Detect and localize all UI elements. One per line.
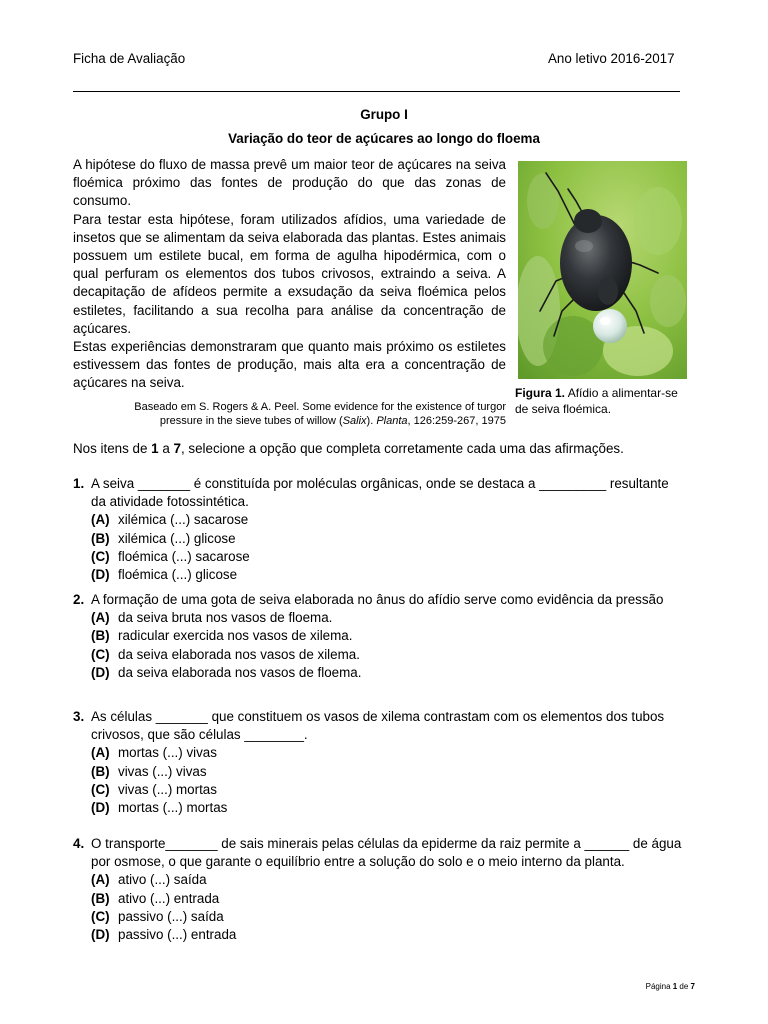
aphid-photo xyxy=(518,161,687,379)
citation-journal: Planta xyxy=(376,415,408,427)
instruction-text: a xyxy=(158,441,174,456)
footer-text: de xyxy=(677,982,691,991)
option-letter: (B) xyxy=(91,890,110,906)
question-number: 2. xyxy=(73,592,85,607)
option-letter: (A) xyxy=(91,872,110,888)
question-stem: A seiva _______ é constituída por moléculas orgânicas, onde se destaca a _________ resultante da atividade fotossintética. xyxy=(91,476,669,510)
question-stem: As células _______ que constituem os vasos de xilema contrastam com os elementos dos tubos crivosos, que são células ________. xyxy=(91,709,665,743)
option-d xyxy=(91,664,683,682)
intro-paragraph-3: Estas experiências demonstraram que quanto mais próximo os estiletes estivessem das fontes de produção, mais alta era a concentração de açúcares na seiva. xyxy=(73,339,506,391)
intro-paragraph-2: Para testar esta hipótese, foram utilizados afídios, uma variedade de insetos que se alimentam da seiva elaborada das plantas. Estes animais possuem um estilete bucal, em forma de agulha hipodérmica, com o qual perfuram os elementos dos tubos crivosos, extraindo a seiva. A decapitação de afídeos permite a exsudação da seiva floémica pelos estiletes, facilitando a sua recolha para análise da concentração de açúcares. xyxy=(73,211,506,336)
option-d xyxy=(91,566,683,584)
figure-label: Figura 1. xyxy=(515,386,566,400)
question-2 xyxy=(73,591,683,682)
citation-line-1: Baseado em S. Rogers & A. Peel. Some evidence for the existence of turgor xyxy=(134,401,506,413)
option-letter: (A) xyxy=(91,745,110,761)
intro-text xyxy=(73,156,506,393)
header-left: Ficha de Avaliação xyxy=(73,51,186,66)
option-letter: (D) xyxy=(91,664,110,680)
option-text: mortas (...) mortas xyxy=(118,800,228,816)
option-d xyxy=(91,926,683,944)
instruction-text: , selecione a opção que completa corretamente cada uma das afirmações. xyxy=(180,441,624,456)
question-number: 1. xyxy=(73,476,85,491)
footer-text: Página xyxy=(645,982,673,991)
figure-caption xyxy=(515,385,693,417)
option-text: da seiva elaborada nos vasos de floema. xyxy=(118,664,362,680)
option-a xyxy=(91,744,683,762)
question-number: 3. xyxy=(73,709,85,724)
option-c xyxy=(91,646,683,664)
instruction-number: 1 xyxy=(151,441,159,456)
option-letter: (A) xyxy=(91,610,110,626)
citation-text: pressure in the sieve tubes of willow ( xyxy=(159,415,343,427)
option-c xyxy=(91,781,683,799)
option-a xyxy=(91,871,683,889)
option-letter: (D) xyxy=(91,567,110,583)
header-right: Ano letivo 2016-2017 xyxy=(548,51,675,66)
option-text: floémica (...) glicose xyxy=(118,567,238,583)
option-text: da seiva bruta nos vasos de floema. xyxy=(118,610,333,626)
option-text: floémica (...) sacarose xyxy=(118,548,250,564)
citation-line-2 xyxy=(100,414,506,428)
option-letter: (D) xyxy=(91,800,110,816)
option-text: vivas (...) vivas xyxy=(118,763,207,779)
question-stem: O transporte_______ de sais minerais pelas células da epiderme da raiz permite a ______ de água por osmose, o que garante o equilíbrio entre a solução do solo e o meio interno da planta. xyxy=(91,836,682,870)
option-text: radicular exercida nos vasos de xilema. xyxy=(118,628,353,644)
option-d xyxy=(91,799,683,817)
footer-page-total: 7 xyxy=(690,982,695,991)
option-b xyxy=(91,530,683,548)
option-text: vivas (...) mortas xyxy=(118,781,217,797)
instruction-number: 7 xyxy=(173,441,181,456)
option-text: ativo (...) saída xyxy=(118,872,207,888)
citation-text: ). xyxy=(366,415,377,427)
option-text: ativo (...) entrada xyxy=(118,890,220,906)
option-letter: (C) xyxy=(91,781,110,797)
instruction-text: Nos itens de xyxy=(73,441,152,456)
option-letter: (B) xyxy=(91,763,110,779)
citation xyxy=(100,400,506,428)
option-text: xilémica (...) sacarose xyxy=(118,512,249,528)
question-stem: A formação de uma gota de seiva elaborada no ânus do afídio serve como evidência da pressão xyxy=(91,592,664,607)
option-letter: (C) xyxy=(91,908,110,924)
option-letter: (C) xyxy=(91,646,110,662)
option-letter: (D) xyxy=(91,927,110,943)
question-3 xyxy=(73,708,683,817)
footer-page-number: 1 xyxy=(672,982,678,991)
option-a xyxy=(91,609,683,627)
intro-paragraph-1: A hipótese do fluxo de massa prevê um maior teor de açúcares na seiva floémica próximo das fontes de produção do que das zonas de consumo. xyxy=(73,157,506,209)
header-divider xyxy=(73,91,680,92)
question-1 xyxy=(73,475,683,584)
option-text: mortas (...) vivas xyxy=(118,745,217,761)
question-number: 4. xyxy=(73,836,85,851)
option-text: da seiva elaborada nos vasos de xilema. xyxy=(118,646,360,662)
page-footer xyxy=(620,982,695,991)
option-b xyxy=(91,763,683,781)
option-a xyxy=(91,511,683,529)
question-4 xyxy=(73,835,683,944)
option-letter: (C) xyxy=(91,548,110,564)
option-letter: (B) xyxy=(91,628,110,644)
citation-species: Salix xyxy=(342,415,367,427)
option-text: xilémica (...) glicose xyxy=(118,530,236,546)
option-c xyxy=(91,908,683,926)
figure-caption-text: Afídio a alimentar-se de seiva floémica. xyxy=(515,386,678,416)
option-letter: (A) xyxy=(91,512,110,528)
group-title: Grupo I xyxy=(360,107,408,122)
instruction xyxy=(73,441,693,456)
option-b xyxy=(91,627,683,645)
option-text: passivo (...) saída xyxy=(118,908,224,924)
option-b xyxy=(91,890,683,908)
section-title: Variação do teor de açúcares ao longo do floema xyxy=(228,131,540,146)
option-letter: (B) xyxy=(91,530,110,546)
option-text: passivo (...) entrada xyxy=(118,927,237,943)
option-c xyxy=(91,548,683,566)
citation-text: , 126:259-267, 1975 xyxy=(407,415,506,427)
